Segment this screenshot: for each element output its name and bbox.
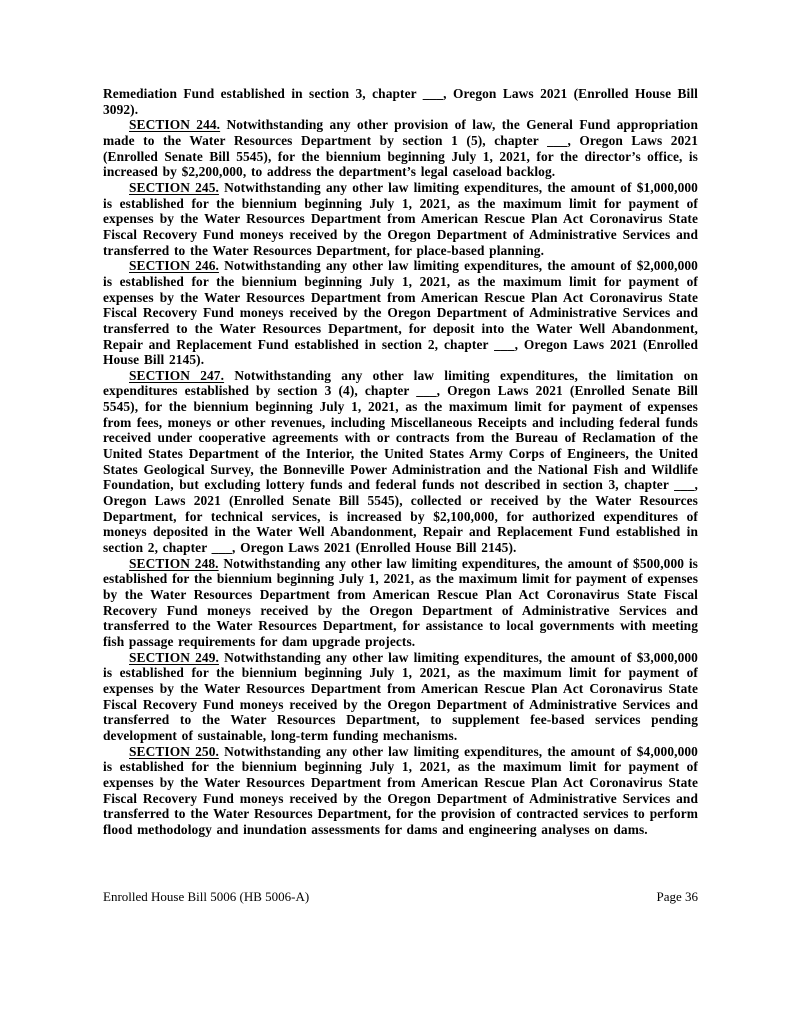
paragraph-text: Notwithstanding any other provision of law, the General Fund appropriation made to the Water Resources Department by section 1 (5), chapter ___, Oregon Laws 2021 (Enrolled Senate Bill 5545), for the biennium beginning July 1, 2021, for the director’s office, is increased by $2,200,000, to address the department’s legal caseload backlog. — [103, 117, 698, 180]
section-label: SECTION 245. — [129, 179, 219, 195]
section-label: SECTION 250. — [129, 743, 219, 759]
section-label: SECTION 244. — [129, 117, 221, 133]
paragraph-text: Notwithstanding any other law limiting expenditures, the amount of $2,000,000 is established for the biennium beginning July 1, 2021, as the maximum limit for payment of expenses by the Water Resources Department from American Rescue Plan Act Coronavirus State Fiscal Recovery Fund moneys received by the Oregon Department of Administrative Services and transferred to the Water Resources Department, for deposit into the Water Well Abandonment, Repair and Replacement Fund established in section 2, chapter ___, Oregon Laws 2021 (Enrolled House Bill 2145). — [103, 258, 698, 368]
section-label: SECTION 247. — [129, 367, 225, 383]
paragraph-section-248 — [103, 556, 698, 650]
section-label: SECTION 246. — [129, 258, 219, 274]
bill-text-body — [103, 86, 698, 838]
paragraph-section-245 — [103, 180, 698, 258]
page-footer — [103, 889, 698, 905]
paragraph-text: Notwithstanding any other law limiting expenditures, the amount of $3,000,000 is established for the biennium beginning July 1, 2021, as the maximum limit for payment of expenses by the Water Resources Department from American Rescue Plan Act Coronavirus State Fiscal Recovery Fund moneys received by the Oregon Department of Administrative Services and transferred to the Water Resources Department, to supplement fee-based services pending development of sustainable, long-term funding mechanisms. — [103, 649, 698, 743]
paragraph-section-244 — [103, 117, 698, 180]
paragraph-section-249 — [103, 650, 698, 744]
paragraph-text: Notwithstanding any other law limiting expenditures, the limitation on expenditures established by section 3 (4), chapter ___, Oregon Laws 2021 (Enrolled Senate Bill 5545), for the biennium beginning July 1, 2021, as the maximum limit for payment of expenses from fees, moneys or other revenues, including Miscellaneous Receipts and including federal funds received under cooperative agreements with or contracts from the Bureau of Reclamation of the United States Department of the Interior, the United States Army Corps of Engineers, the United States Geological Survey, the Bonneville Power Administration and the National Fish and Wildlife Foundation, but excluding lottery funds and federal funds not described in section 3, chapter ___, Oregon Laws 2021 (Enrolled Senate Bill 5545), collected or received by the Water Resources Department, for technical services, is increased by $2,100,000, for authorized expenditures of moneys deposited in the Water Well Abandonment, Repair and Replacement Fund established in section 2, chapter ___, Oregon Laws 2021 (Enrolled House Bill 2145). — [103, 367, 698, 556]
section-label: SECTION 249. — [129, 649, 219, 665]
paragraph-section-250 — [103, 744, 698, 838]
paragraph-text: Notwithstanding any other law limiting expenditures, the amount of $500,000 is established for the biennium beginning July 1, 2021, as the maximum limit for payment of expenses by the Water Resources Department from American Rescue Plan Act Coronavirus State Fiscal Recovery Fund moneys received by the Oregon Department of Administrative Services and transferred to the Water Resources Department, for assistance to local governments with meeting fish passage requirements for dam upgrade projects. — [103, 555, 698, 649]
paragraph-section-247 — [103, 368, 698, 556]
footer-bill-title: Enrolled House Bill 5006 (HB 5006-A) — [103, 889, 310, 904]
paragraph-text: Remediation Fund established in section 3, chapter ___, Oregon Laws 2021 (Enrolled House Bill 3092). — [103, 86, 698, 117]
paragraph-section-246 — [103, 258, 698, 368]
section-label: SECTION 248. — [129, 555, 219, 571]
footer-page-number: Page 36 — [656, 889, 698, 904]
paragraph-continuation — [103, 86, 698, 117]
paragraph-text: Notwithstanding any other law limiting expenditures, the amount of $1,000,000 is established for the biennium beginning July 1, 2021, as the maximum limit for payment of expenses by the Water Resources Department from American Rescue Plan Act Coronavirus State Fiscal Recovery Fund moneys received by the Oregon Department of Administrative Services and transferred to the Water Resources Department, for place-based planning. — [103, 179, 698, 258]
paragraph-text: Notwithstanding any other law limiting expenditures, the amount of $4,000,000 is established for the biennium beginning July 1, 2021, as the maximum limit for payment of expenses by the Water Resources Department from American Rescue Plan Act Coronavirus State Fiscal Recovery Fund moneys received by the Oregon Department of Administrative Services and transferred to the Water Resources Department, for the provision of contracted services to perform flood methodology and inundation assessments for dams and engineering analyses on dams. — [103, 743, 698, 837]
